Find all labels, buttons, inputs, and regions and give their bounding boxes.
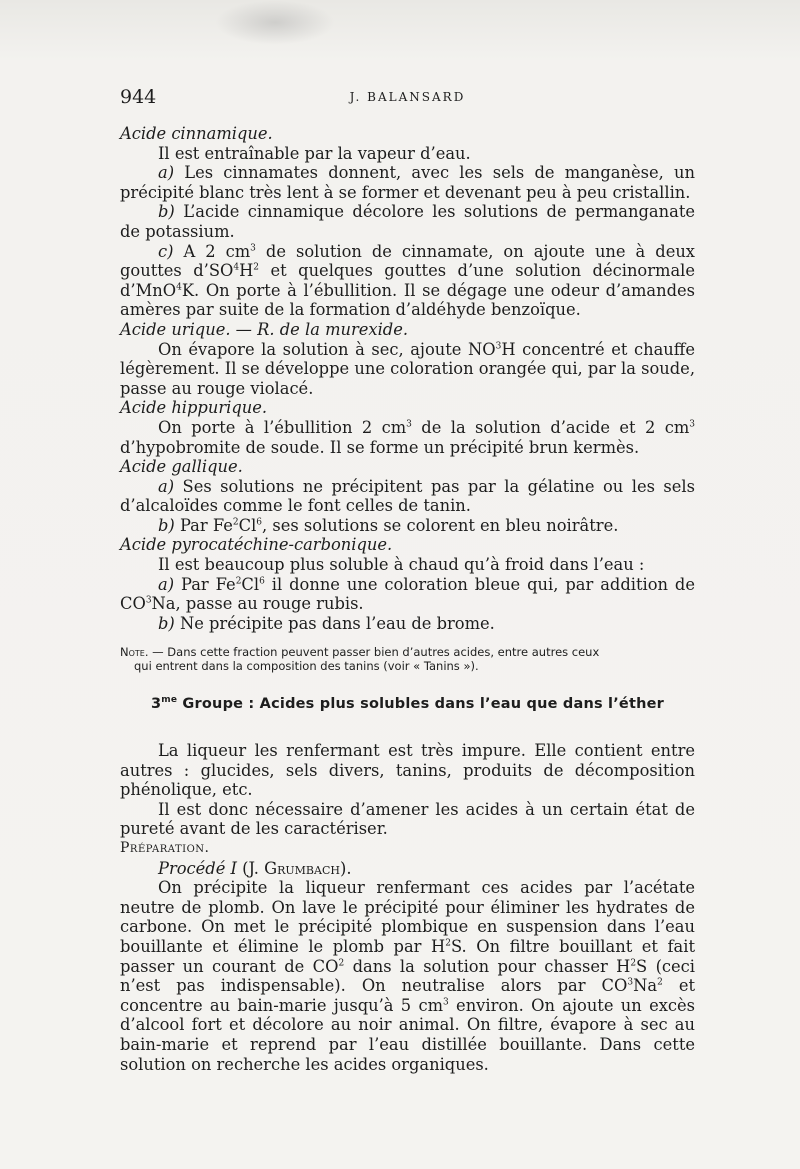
paper-smudge	[215, 0, 335, 45]
paragraph: b) L’acide cinnamique décolore les solutions de permanganate de potassium.	[120, 202, 695, 241]
page-body	[120, 124, 695, 1074]
item-label: a)	[158, 476, 175, 496]
section-heading: Acide hippurique.	[120, 398, 268, 418]
page-header	[120, 86, 695, 110]
section-heading: Acide pyrocatéchine-carbonique.	[120, 535, 393, 555]
paragraph: Il est beaucoup plus soluble à chaud qu’à froid dans l’eau :	[158, 555, 645, 575]
paragraph: On porte à l’ébullition 2 $cm^3$ de la solution d’acide et 2 $cm^3$ d’hypobromite de soude. Il se forme un précipité brun kermès.	[120, 417, 695, 457]
paragraph: Il est donc nécessaire d’amener les acides à un certain état de pureté avant de les caractériser.	[120, 799, 695, 839]
item-label: b)	[158, 515, 175, 535]
note-label: Note.	[120, 645, 149, 660]
paragraph: Il est entraînable par la vapeur d’eau.	[158, 143, 471, 163]
paragraph: On évapore la solution à sec, ajoute $NO^3H$ concentré et chauffe légèrement. Il se développe une coloration orangée qui, par la soude, passe au rouge violacé.	[120, 339, 695, 398]
paragraph: b) Par Fe$^2$Cl$^6$, ses solutions se colorent en bleu noirâtre.	[158, 515, 619, 535]
running-head: J. BALANSARD	[349, 90, 466, 104]
procede-heading: Procédé I (J. Grumbach).	[158, 858, 352, 878]
paragraph: La liqueur les renfermant est très impure. Elle contient entre autres : glucides, sels divers, tanins, produits de décomposition phénolique, etc.	[120, 741, 695, 800]
item-label: b)	[158, 202, 175, 222]
item-label: a)	[158, 574, 175, 594]
paragraph: a) Ses solutions ne précipitent pas par la gélatine ou les sels d’alcaloïdes comme le font celles de tanin.	[120, 476, 695, 516]
item-label: c)	[158, 241, 174, 261]
section-heading: Acide urique. — R. de la murexide.	[120, 319, 409, 339]
item-label: b)	[158, 613, 175, 633]
section-heading: Acide gallique.	[120, 457, 243, 477]
paragraph: a) Les cinnamates donnent, avec les sels de manganèse, un précipité blanc très lent à se former et devenant peu à peu cristallin.	[120, 163, 695, 202]
preparation-heading: Préparation.	[120, 840, 210, 856]
paragraph: a) Par Fe$^2$Cl$^6$ il donne une coloration bleue qui, par addition de $CO^3Na$, passe au rouge rubis.	[120, 574, 695, 614]
item-label: a)	[158, 163, 175, 183]
section-heading: Acide cinnamique.	[120, 124, 273, 143]
page-number: 944	[120, 86, 157, 108]
group-heading: $3^{me}$ Groupe : Acides plus solubles dans l’eau que dans l’éther	[151, 695, 664, 713]
paragraph: On précipite la liqueur renfermant ces acides par l’acétate neutre de plomb. On lave le précipité pour éliminer les hydrates de carbone. On met le précipité plombique en suspension dans l’eau bouillante et élimine le plomb par $H^2S$. On filtre bouillant et fait passer un courant de $CO^2$ dans la solution pour chasser $H^2S$ (ceci n’est pas indispensable). On neutralise alors par $CO^3Na^2$ et concentre au bain-marie jusqu’à 5 $cm^3$ environ. On ajoute un excès d’alcool fort et décolore au noir animal. On filtre, évapore à sec au bain-marie et reprend par l’eau distillée bouillante. Dans cette solution on recherche les acides organiques.	[120, 878, 695, 1074]
note: Note. — Dans cette fraction peuvent passer bien d’autres acides, entre autres ceux qui entrent dans la composition des tanins (voir « Tanins »).	[120, 645, 600, 674]
paragraph: b) Ne précipite pas dans l’eau de brome.	[158, 613, 495, 633]
paragraph: c) A 2 $cm^3$ de solution de cinnamate, on ajoute une à deux gouttes $d’SO^4H^2$ et quelques gouttes d’une solution décinormale d’MnO$^4$K. On porte à l’ébullition. Il se dégage une odeur d’amandes amères par suite de la formation d’aldéhyde benzoïque.	[120, 241, 695, 320]
